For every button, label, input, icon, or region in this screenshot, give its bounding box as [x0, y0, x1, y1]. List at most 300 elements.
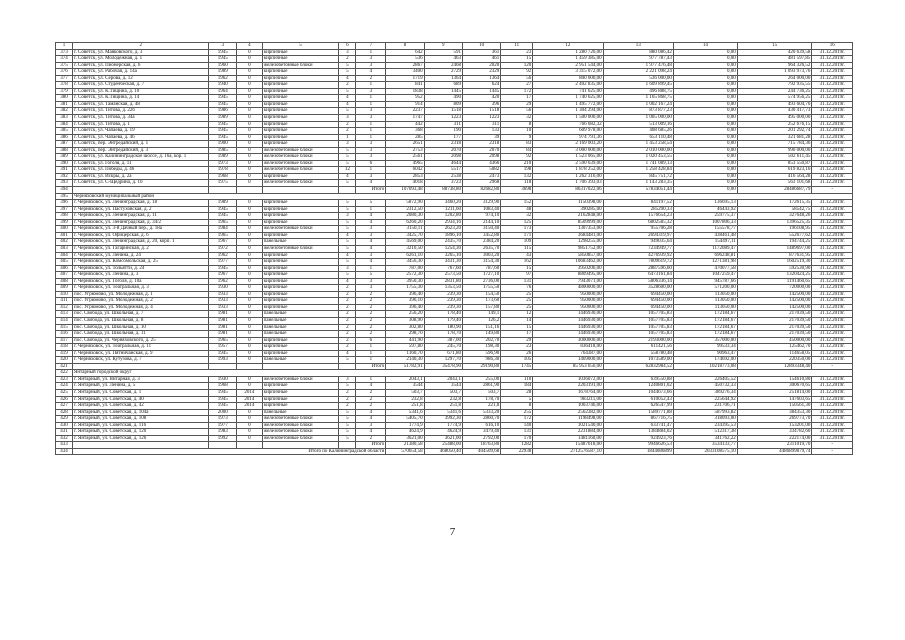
table-cell: 2538	[424, 173, 462, 180]
table-cell: 56	[501, 108, 533, 115]
table-cell: 619 823,16	[737, 167, 812, 174]
table-cell: 302,80	[386, 324, 424, 331]
table-cell: 1191460,65	[737, 278, 812, 285]
table-cell: 31.12.2019г.	[812, 121, 853, 128]
table-cell: 1992	[209, 435, 237, 442]
table-cell: 3534133,77	[673, 442, 737, 449]
table-cell: 31.12.2019г.	[812, 82, 853, 89]
table-cell: 1945	[209, 213, 237, 220]
housing-table	[55, 42, 853, 455]
table-cell: 5082	[462, 167, 500, 174]
table-cell: 149,80	[462, 331, 500, 338]
table-cell: 2070	[462, 147, 500, 154]
table-cell: 180,90	[424, 324, 462, 331]
table-cell: 404	[56, 252, 73, 259]
table-cell: 31.12.2019г.	[812, 239, 853, 246]
table-cell: 125	[501, 219, 533, 226]
table-cell: г. Советск, ул. Таманская, д. 48	[73, 101, 209, 108]
table-cell: 1518	[462, 108, 500, 115]
table-cell: 2203191,00	[533, 383, 603, 390]
table-cell: 0,00	[673, 108, 737, 115]
table-cell: 5	[501, 396, 533, 403]
table-cell: кирпичные	[262, 396, 339, 403]
table-cell: 3	[339, 376, 356, 383]
table-cell: 2080,30	[386, 213, 424, 220]
table-cell: 31.12.2019г.	[812, 350, 853, 357]
table-cell: кирпичные	[262, 403, 339, 410]
table-cell: 29	[501, 101, 533, 108]
table-cell: 390	[56, 160, 73, 167]
table-cell: 31.12.2019г.	[812, 128, 853, 135]
table-cell: 950000,00	[533, 298, 603, 305]
table-cell: 0	[237, 95, 263, 102]
table-cell: 0	[237, 259, 263, 266]
table-cell: железобетонные блоки	[262, 62, 339, 69]
table-cell: 0	[237, 62, 263, 69]
table-cell: 177	[424, 134, 462, 141]
table-cell: 1298255,00	[533, 239, 603, 246]
table-cell: 1962	[209, 278, 237, 285]
table-cell: 0	[237, 383, 263, 390]
table-cell: г. Черняховск, ул. Ленинградская, д. 34/2	[73, 219, 209, 226]
table-cell: 221,8	[462, 403, 500, 410]
table-cell: 4624,9	[386, 429, 424, 436]
table-cell: 1172089,47	[673, 245, 737, 252]
table-cell: 2831,80	[424, 278, 462, 285]
table-cell: 239,30	[424, 304, 462, 311]
table-cell: 10	[501, 128, 533, 135]
table-cell: 194744,25	[737, 239, 812, 246]
table-cell: 1930	[209, 376, 237, 383]
table-cell: 408	[56, 278, 73, 285]
table-cell: 285	[386, 134, 424, 141]
table-cell: 385	[56, 128, 73, 135]
table-cell: 26	[501, 350, 533, 357]
table-cell: 1	[356, 101, 386, 108]
table-cell: 31.12.2019г.	[812, 88, 853, 95]
table-cell: 495 000,00	[737, 115, 812, 122]
table-cell: 1945	[209, 265, 237, 272]
table-cell: 2562382,00	[533, 409, 603, 416]
table-cell: 2	[356, 389, 386, 396]
table-cell: 1981	[209, 331, 237, 338]
table-cell: 0	[237, 317, 263, 324]
table-cell: 31.12.2019г.	[812, 396, 853, 403]
table-cell: 481 597,85	[737, 56, 812, 63]
table-cell: 0,00	[673, 134, 737, 141]
table-cell: железобетонные блоки	[262, 429, 339, 436]
table-cell: 767,60	[424, 265, 462, 272]
table-cell: 596,90	[462, 350, 500, 357]
table-cell: 2162848,00	[533, 213, 603, 220]
table-cell: 5341,6	[424, 409, 462, 416]
table-cell: 8809495,00	[533, 272, 603, 279]
table-cell: 4	[356, 429, 386, 436]
table-cell: 720000,00	[737, 285, 812, 292]
table-cell: 0	[237, 206, 263, 213]
table-cell: 430	[56, 422, 73, 429]
table-cell: 1945	[209, 128, 237, 135]
table-cell: 8	[501, 121, 533, 128]
table-cell: 867716,75	[603, 416, 673, 423]
table-cell: 3 315 072,00	[533, 69, 603, 76]
table-cell: 402	[56, 239, 73, 246]
table-cell: 990 000,00	[737, 147, 812, 154]
table-cell: 31.12.2019г.	[812, 226, 853, 233]
table-cell: 421	[56, 363, 73, 370]
table-cell: 0,00	[673, 75, 737, 82]
table-cell: г. Янтарный, ул. Ленина, д. 5	[73, 383, 209, 390]
table-cell: 2 951 544,00	[533, 62, 603, 69]
table-cell: 434	[56, 448, 73, 455]
table-cell: 419	[56, 350, 73, 357]
table-cell: 6	[356, 337, 386, 344]
table-cell: 341762,22	[673, 435, 737, 442]
table-cell: 154610,80	[737, 376, 812, 383]
table-cell: 5	[339, 206, 356, 213]
table-cell: 4644	[424, 160, 462, 167]
table-cell: 395	[56, 193, 73, 200]
table-cell: 4	[339, 101, 356, 108]
table-cell: 4018	[386, 180, 424, 187]
table-cell: 90963,47	[673, 350, 737, 357]
table-cell: 5	[339, 226, 356, 233]
table-cell: 5	[356, 200, 386, 207]
table-cell: 1945	[209, 95, 237, 102]
table-cell: 3621,00	[424, 435, 462, 442]
table-cell: 3528600,00	[603, 285, 673, 292]
table-cell: 2098	[424, 154, 462, 161]
table-cell: 231706,71	[673, 403, 737, 410]
table-cell: 5333,20	[462, 409, 500, 416]
table-cell: 0,00	[673, 167, 737, 174]
table-cell: 587993,82	[673, 409, 737, 416]
table-cell: 418	[56, 344, 73, 351]
table-cell: 244 736,25	[737, 88, 812, 95]
table-cell: 3129,90	[462, 200, 500, 207]
table-cell: 1223	[424, 115, 462, 122]
table-cell: г. Черняховск, ул. Ленина, д. 3	[73, 272, 209, 279]
table-cell: 0,00	[673, 128, 737, 135]
table-cell: кирпичные	[262, 213, 339, 220]
table-cell: 1933	[209, 298, 237, 305]
table-cell: 31.12.2019г.	[812, 200, 853, 207]
table-cell: 31.12.2019г.	[812, 252, 853, 259]
table-cell: 32	[501, 213, 533, 220]
table-cell: 396,40	[386, 291, 424, 298]
table-cell: 264 000,00	[737, 75, 812, 82]
table-cell: 1964	[209, 88, 237, 95]
table-cell: 1985	[209, 147, 237, 154]
table-cell: 741 625,00	[533, 88, 603, 95]
table-cell: 92	[501, 154, 533, 161]
table-cell: 7943071,00	[533, 278, 603, 285]
table-cell: 1 258 428,84	[603, 167, 673, 174]
table-cell: 536	[386, 56, 424, 63]
table-cell: 378	[56, 82, 73, 89]
table-cell: г. Черняховск, ул. 3-й Дачный пер., д. 18а	[73, 226, 209, 233]
table-cell: 142500,00	[737, 304, 812, 311]
table-cell: 2014	[237, 403, 263, 410]
table-cell: 1602519,30	[737, 259, 812, 266]
table-cell: 5	[339, 200, 356, 207]
table-cell: г. Черняховск, ул. Офицерская, д. 6	[73, 232, 209, 239]
table-cell: панельные	[262, 357, 339, 364]
table-cell: 178,70	[424, 331, 462, 338]
table-cell: 0,00	[673, 154, 737, 161]
table-cell: 6260,20	[386, 219, 424, 226]
column-number-cell: 11	[501, 43, 533, 50]
table-cell: 140	[501, 422, 533, 429]
table-cell: 1 609 899,45	[603, 82, 673, 89]
table-cell: 31.12.2019г.	[812, 180, 853, 187]
table-cell: 639550,88	[603, 376, 673, 383]
table-cell: 1307353,00	[533, 226, 603, 233]
table-cell: 415	[56, 324, 73, 331]
table-cell: 2020	[462, 62, 500, 69]
table-cell: г. Черняховск, ул. Театральная, д. 3	[73, 285, 209, 292]
table-cell: 3431,30	[424, 259, 462, 266]
table-cell: 178,70	[462, 396, 500, 403]
table-cell: г. Черняховск, ул. Ленинградская, д. 11	[73, 213, 209, 220]
table-cell: 31.12.2019г.	[812, 75, 853, 82]
table-cell: 2860,70	[462, 416, 500, 423]
table-cell: 3150,11	[386, 226, 424, 233]
table-cell: 387,00	[424, 337, 462, 344]
table-cell: 9946626,53	[603, 442, 673, 449]
table-cell: 1973	[209, 160, 237, 167]
table-cell: 696248,81	[673, 252, 737, 259]
table-cell: 0	[237, 115, 263, 122]
table-cell: 1	[356, 82, 386, 89]
table-cell: 787,60	[462, 265, 500, 272]
table-cell: 217039,50	[737, 317, 812, 324]
table-cell: 384	[56, 121, 73, 128]
table-cell: 1 500 000,00	[533, 115, 603, 122]
table-cell: 417	[56, 337, 73, 344]
table-cell: г. Черняховск, ул. Театральная, д. 11	[73, 344, 209, 351]
table-cell: 1 093 973,76	[737, 69, 812, 76]
table-cell: 232,8	[386, 396, 424, 403]
table-cell: 2318	[462, 141, 500, 148]
table-cell: 5	[339, 62, 356, 69]
table-cell: 1	[356, 121, 386, 128]
table-cell: 0	[237, 324, 263, 331]
table-cell: 2193000,00	[603, 337, 673, 344]
column-number-cell: 15	[737, 43, 812, 50]
table-cell: 174692,00	[673, 357, 737, 364]
table-cell: 4	[356, 409, 386, 416]
table-cell: 131	[501, 278, 533, 285]
table-cell: 396,10	[386, 298, 424, 305]
table-cell: 171	[501, 232, 533, 239]
table-cell: 1396525,35	[737, 219, 812, 226]
table-cell: 198,30	[462, 344, 500, 351]
table-cell: 29	[501, 337, 533, 344]
table-cell: 308,90	[386, 317, 424, 324]
table-cell: 0,00	[673, 56, 737, 63]
table-cell: 2	[339, 344, 356, 351]
table-cell: 1 002 167,24	[603, 101, 673, 108]
column-number-cell: 10	[462, 43, 500, 50]
table-cell: 31.12.2019г.	[812, 62, 853, 69]
column-number-cell: 6	[339, 43, 356, 50]
table-cell: г. Черняховск, ул. Пятничанская, д. 9	[73, 350, 209, 357]
table-cell: 1446930,00	[533, 317, 603, 324]
table-cell: 2	[339, 304, 356, 311]
table-cell: 1945	[209, 121, 237, 128]
table-cell: 31.12.2019г.	[812, 173, 853, 180]
table-cell: 1 453 258,54	[603, 141, 673, 148]
table-body	[56, 43, 853, 455]
table-cell: 22938	[501, 448, 533, 455]
table-cell: 1965	[209, 337, 237, 344]
table-cell: 0	[237, 232, 263, 239]
table-cell: 3950,30	[386, 278, 424, 285]
table-cell: 114658,05	[737, 350, 812, 357]
table-cell: 1 706 393,03	[533, 180, 603, 187]
table-cell: 4	[356, 383, 386, 390]
table-cell: пос. Угрюмово, ул. Молодежная, д. 4	[73, 304, 209, 311]
table-cell: 6042	[386, 167, 424, 174]
table-cell: г. Янтарный, ул. Советская, д. 116	[73, 422, 209, 429]
table-cell: 950000,00	[533, 291, 603, 298]
table-cell: 0	[237, 435, 263, 442]
table-cell: 3	[356, 154, 386, 161]
table-cell: 3	[356, 232, 386, 239]
table-cell: 3	[356, 422, 386, 429]
table-cell: 408 685,26	[603, 128, 673, 135]
table-cell: 1576654,23	[603, 213, 673, 220]
table-cell: 2867	[386, 62, 424, 69]
table-cell: г. Советск, ул. Титова, д. 22б	[73, 108, 209, 115]
table-cell: 1755,30	[386, 285, 424, 292]
table-cell: 624	[462, 82, 500, 89]
table-cell: 1945	[209, 206, 237, 213]
table-cell: 2 010 000,00	[603, 147, 673, 154]
table-cell: 217039,50	[737, 311, 812, 318]
table-cell: 379	[56, 88, 73, 95]
table-cell: 0	[237, 416, 263, 423]
table-cell: 217039,50	[737, 324, 812, 331]
table-cell: г. Советск, пер. Энтредайский, д. 3	[73, 147, 209, 154]
table-cell: 2312,50	[386, 206, 424, 213]
table-cell: 311	[462, 121, 500, 128]
table-cell: 952	[386, 95, 424, 102]
table-cell: кирпичные	[262, 232, 339, 239]
table-cell: 1986	[209, 108, 237, 115]
table-cell: 1989	[209, 69, 237, 76]
table-cell: г. Янтарный, ул. Янтарная, д. 3	[73, 376, 209, 383]
table-cell: 1 020 453,55	[603, 154, 673, 161]
table-cell: 1978	[209, 167, 237, 174]
table-cell: 0,00	[673, 88, 737, 95]
table-cell: 245,70	[424, 344, 462, 351]
table-cell: 10218773,08	[673, 363, 737, 370]
table-cell: 0	[237, 121, 263, 128]
table-cell: 1945	[209, 403, 237, 410]
table-cell: 153201,00	[737, 422, 812, 429]
table-cell: 31.12.2019г.	[812, 154, 853, 161]
table-cell: 591	[424, 49, 462, 56]
table-cell: 841197,52	[603, 200, 673, 207]
table-cell: г. Советск, пер. Энтредайский, д. 1	[73, 141, 209, 148]
table-cell: г. Янтарный, ул. Советская, д. 108	[73, 416, 209, 423]
table-cell: 1003746,00	[533, 403, 603, 410]
table-cell: железобетонные блоки	[262, 245, 339, 252]
table-cell: 420	[462, 95, 500, 102]
table-cell: 694450,00	[603, 291, 673, 298]
table-cell: Итого	[356, 363, 386, 370]
table-cell: 873 877,23	[603, 108, 673, 115]
table-cell: 986,30	[462, 357, 500, 364]
table-cell: 422	[56, 370, 73, 377]
table-cell: 574 956,25	[737, 95, 812, 102]
table-cell: 300670,65	[737, 383, 812, 390]
table-cell: 1083,40	[462, 206, 500, 213]
table-cell: 5	[339, 147, 356, 154]
table-cell: г. Советск, ул. Титова, д. 1	[73, 121, 209, 128]
table-cell: 2033108575,10	[673, 448, 737, 455]
table-cell: 2	[339, 403, 356, 410]
table-cell: 15	[501, 56, 533, 63]
table-cell: 0	[237, 311, 263, 318]
table-cell: 3150,40	[462, 226, 500, 233]
table-cell: 398	[56, 213, 73, 220]
table-cell: 1 165 868,75	[603, 95, 673, 102]
table-cell: 1945	[209, 134, 237, 141]
table-cell: 552677,62	[737, 232, 812, 239]
table-cell: 715 784,36	[737, 141, 812, 148]
table-cell: 31.12.2019г.	[812, 245, 853, 252]
table-cell: 955706,28	[603, 226, 673, 233]
table-cell: 5	[339, 108, 356, 115]
table-cell: 0	[237, 226, 263, 233]
table-cell: 125462,70	[737, 344, 812, 351]
table-cell: 5	[339, 160, 356, 167]
table-cell: 433	[56, 442, 73, 449]
table-cell: 84	[501, 147, 533, 154]
table-cell: 1211,60	[424, 206, 462, 213]
table-cell: 373	[56, 49, 73, 56]
table-cell: 653 110,48	[603, 134, 673, 141]
table-cell: пос. Угрюмово, ул. Молодежная, д. 1	[73, 291, 209, 298]
table-cell: 170	[501, 435, 533, 442]
table-cell: 410	[56, 291, 73, 298]
table-cell: 425	[56, 389, 73, 396]
table-cell: кирпичные	[262, 252, 339, 259]
table-cell: 836418,00	[533, 344, 603, 351]
table-cell: 2	[339, 298, 356, 305]
section-title: Черняховский муниципальный район	[73, 193, 853, 200]
table-cell: 0	[237, 252, 263, 259]
table-cell: 3	[356, 147, 386, 154]
table-cell: 1945	[209, 49, 237, 56]
table-cell: 1975	[209, 180, 237, 187]
table-cell: 609 978,00	[533, 128, 603, 135]
table-cell: 35478,90	[424, 363, 462, 370]
table-cell: 689	[424, 82, 462, 89]
table-cell: 2	[356, 291, 386, 298]
table-cell: железобетонные блоки	[262, 180, 339, 187]
table-cell: 172	[501, 88, 533, 95]
table-cell: 1044673,66	[603, 389, 673, 396]
table-cell: 1446930,00	[533, 311, 603, 318]
table-cell: 31.12.2019г.	[812, 298, 853, 305]
table-cell: г. Черняховск, ул. Комсомольская, д. 25	[73, 259, 209, 266]
table-row	[56, 154, 853, 161]
table-cell: 426	[56, 396, 73, 403]
